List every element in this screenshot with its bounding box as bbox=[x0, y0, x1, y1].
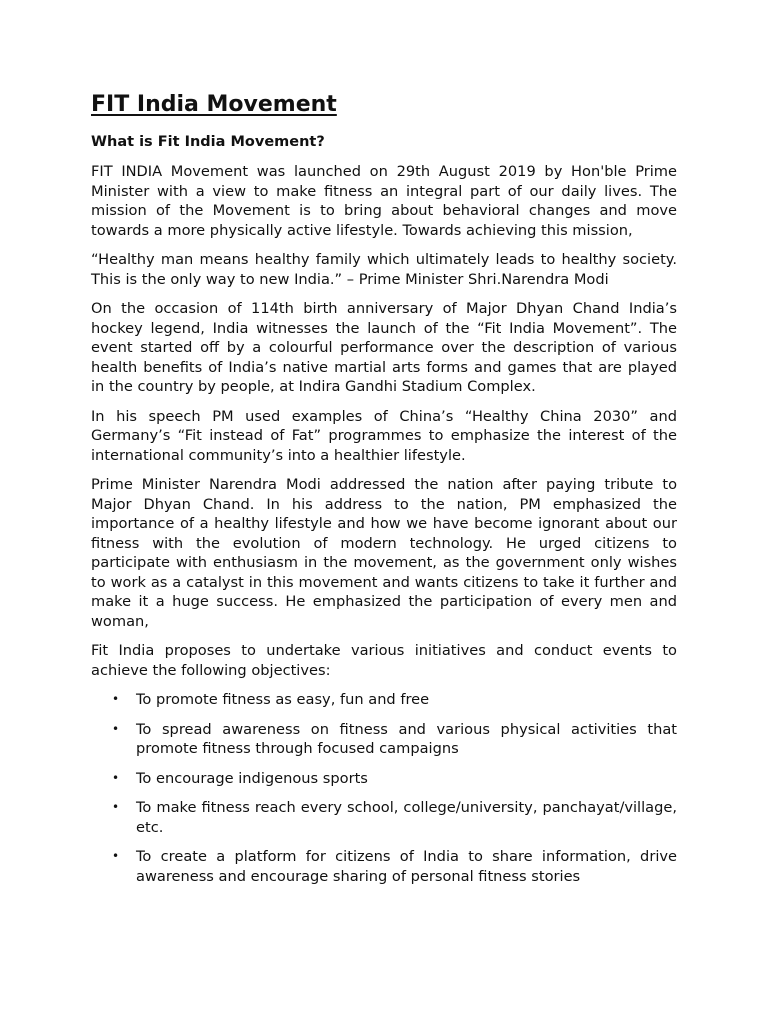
list-item-text: To make fitness reach every school, college/university, panchayat/village, etc. bbox=[136, 799, 677, 836]
paragraph-objectives-intro: Fit India proposes to undertake various initiatives and conduct events to achieve the following objectives: bbox=[91, 642, 677, 679]
paragraph-quote: “Healthy man means healthy family which ultimately leads to healthy society. This is the only way to new India.” – Prime Minister Shri.Narendra Modi bbox=[91, 251, 677, 288]
list-item bbox=[91, 720, 677, 759]
document-title: FIT India Movement bbox=[91, 92, 337, 117]
objectives-list bbox=[91, 690, 677, 886]
paragraph-anniversary: On the occasion of 114th birth anniversary of Major Dhyan Chand India’s hockey legend, India witnesses the launch of the “Fit India Movement”. The event started off by a colourful performance over the description of various health benefits of India’s native martial arts forms and games that are played in the country by people, at Indira Gandhi Stadium Complex. bbox=[91, 300, 677, 395]
list-item-text: To promote fitness as easy, fun and free bbox=[136, 691, 430, 708]
bullet-icon: • bbox=[112, 721, 120, 736]
document-page bbox=[91, 90, 677, 896]
bullet-icon: • bbox=[112, 770, 120, 785]
list-item-text: To spread awareness on fitness and various physical activities that promote fitness through focused campaigns bbox=[136, 720, 677, 757]
list-item-text: To create a platform for citizens of India to share information, drive awareness and encourage sharing of personal fitness stories bbox=[136, 848, 677, 885]
list-item bbox=[91, 769, 677, 789]
bullet-icon: • bbox=[112, 849, 120, 863]
list-item bbox=[91, 847, 677, 886]
paragraph-speech: In his speech PM used examples of China’s “Healthy China 2030” and Germany’s “Fit instead of Fat” programmes to emphasize the interest of the international community’s into a healthier lifestyle. bbox=[91, 407, 677, 464]
list-item bbox=[91, 798, 677, 837]
bullet-icon: • bbox=[112, 692, 120, 706]
list-item-text: To encourage indigenous sports bbox=[136, 769, 368, 787]
paragraph-launch: FIT INDIA Movement was launched on 29th August 2019 by Hon'ble Prime Minister with a view to make fitness an integral part of our daily lives. The mission of the Movement is to bring about behavioral changes and move towards a more physically active lifestyle. Towards achieving this mission, bbox=[91, 163, 677, 239]
paragraph-address: Prime Minister Narendra Modi addressed the nation after paying tribute to Major Dhyan Chand. In his address to the nation, PM emphasized the importance of a healthy lifestyle and how we have become ignorant about our fitness with the evolution of modern technology. He urged citizens to participate with enthusiasm in the movement, as the government only wishes to work as a catalyst in this movement and wants citizens to take it further and make it a huge success. He emphasized the participation of every men and woman, bbox=[91, 476, 677, 630]
list-item bbox=[91, 690, 677, 710]
section-heading: What is Fit India Movement? bbox=[91, 134, 325, 150]
bullet-icon: • bbox=[112, 800, 120, 814]
